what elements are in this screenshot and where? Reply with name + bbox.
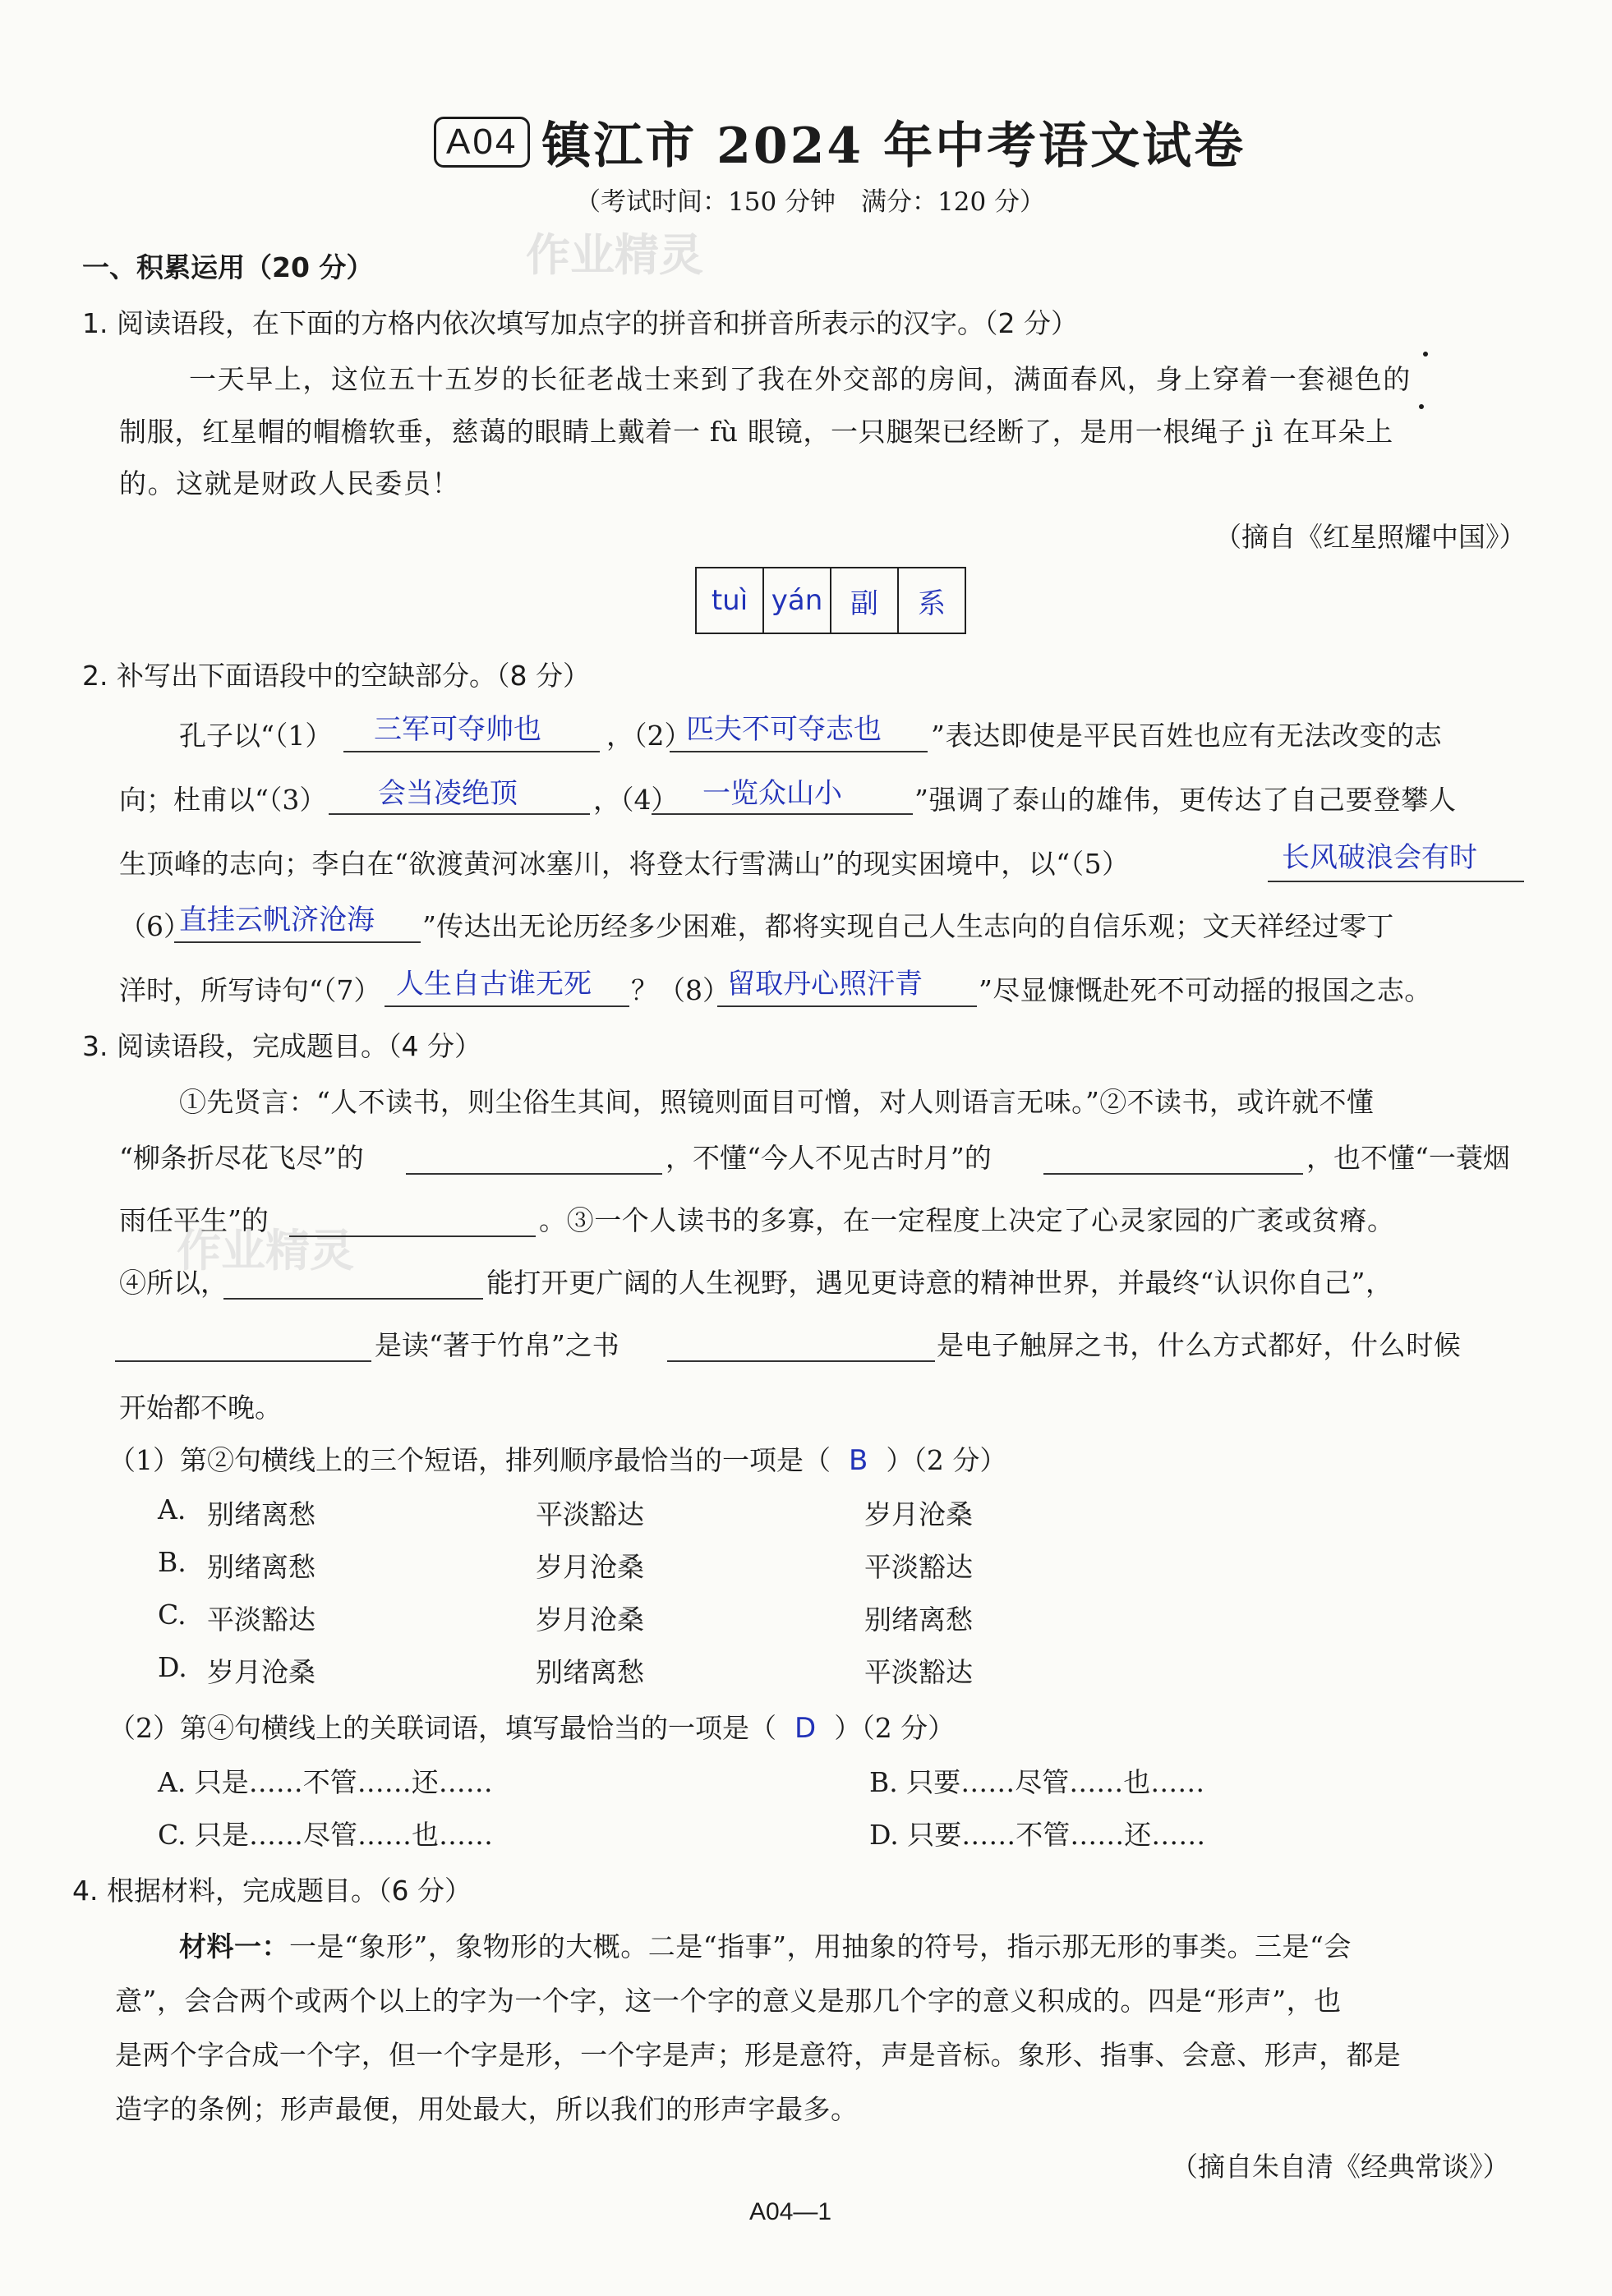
option-item: 别绪离愁 [864,1604,973,1636]
q1-source: （摘自《红星照耀中国》） [1214,521,1527,553]
blank-line[interactable] [1043,1173,1303,1175]
answer-1[interactable]: 三军可夺帅也 [374,713,541,746]
emphasis-dot [1423,352,1428,357]
q4-prompt: 4. 根据材料，完成题目。（6 分） [72,1875,472,1907]
q2-text: ，（4） [593,784,679,816]
blank-line[interactable] [406,1173,662,1175]
blank-line [670,751,928,752]
answer-6[interactable]: 直挂云帆济沧海 [179,904,375,936]
answer-cell-2[interactable]: yán [763,568,831,633]
sub2-answer[interactable]: D [794,1712,817,1745]
blank-line[interactable] [289,1235,536,1237]
option-item: 岁月沧桑 [536,1551,644,1583]
option: A. 只是……不管……还…… [158,1766,493,1798]
q1-line-1: 一天早上，这位五十五岁的长征老战士来到了我在外交部的房间，满面春风，身上穿着一套褪色的 [189,363,1412,395]
q3-text: ，也不懂“一蓑烟 [1306,1142,1510,1174]
q3-text: 雨任平生”的 [119,1204,269,1236]
blank-line [652,813,913,815]
prompt-text: （2）第④句横线上的关联词语，填写最恰当的一项是（ [108,1712,776,1744]
q3-line-1: ①先贤言：“人不读书，则尘俗生其间，照镜则面目可憎，对人则语言无味。”②不读书，或许就不懂 [179,1086,1375,1118]
option-item: 岁月沧桑 [536,1604,644,1636]
q2-text: ”传达出无论历经多少困难，都将实现自己人生志向的自信乐观；文天祥经过零丁 [422,910,1394,942]
exam-subtitle: （考试时间：150 分钟 满分：120 分） [575,187,1046,217]
q1-prompt: 1. 阅读语段，在下面的方格内依次填写加点字的拼音和拼音所表示的汉字。（2 分） [82,307,1078,339]
answer-3[interactable]: 会当凌绝顶 [378,777,518,810]
answer-cell-4[interactable]: 系 [898,568,965,633]
blank-line[interactable] [115,1360,371,1362]
answer-7[interactable]: 人生自古谁无死 [396,968,592,1001]
option-item: 别绪离愁 [536,1656,644,1688]
material-label: 材料一： [179,1930,289,1962]
q3-text: ④所以， [119,1267,228,1299]
blank-line [1268,881,1524,882]
q2-text: ，（2） [606,720,692,752]
q4-line-2: 意”，会合两个或两个以上的字为一个字，这一个字的意义是那几个字的意义积成的。四是“形声”，也 [115,1985,1342,2017]
answer-5[interactable]: 长风破浪会有时 [1282,841,1477,874]
q2-text: ”尽显慷慨赴死不可动摇的报国之志。 [979,974,1432,1006]
option-item: 别绪离愁 [207,1498,315,1530]
blank-line [329,813,590,815]
option: C. 只是……尽管……也…… [158,1819,494,1851]
option-item: 平淡豁达 [536,1498,644,1530]
q4-line-3: 是两个字合成一个字，但一个字是形，一个字是声；形是意符，声是音标。象形、指事、会意、形声，都是 [115,2039,1402,2071]
blank-line[interactable] [667,1360,935,1362]
blank-line[interactable] [223,1298,483,1300]
q2-prompt: 2. 补写出下面语段中的空缺部分。（8 分） [82,660,590,692]
q2-text: 孔子以“（1） [179,720,333,752]
q2-text: 洋时，所写诗句“（7） [119,974,381,1006]
blank-line [717,1005,977,1007]
q2-text: 生顶峰的志向；李白在“欲渡黄河冰塞川，将登太行雪满山”的现实困境中，以“（5） [119,848,1130,880]
exam-title [434,107,1246,177]
option-label: D. [158,1651,187,1683]
paper-code-badge: A04 [434,117,530,168]
q2-text: ？（8） [631,974,730,1006]
q4-line-4: 造字的条例；形声最便，用处最大，所以我们的形声字最多。 [115,2093,859,2125]
prompt-text: ）（2 分） [834,1712,956,1744]
option-item: 平淡豁达 [864,1551,973,1583]
q2-text: ”强调了泰山的雄伟，更传达了自己要登攀人 [914,784,1457,816]
option-label: B. [158,1546,187,1578]
blank-line [343,751,600,752]
option-item: 别绪离愁 [207,1551,315,1583]
option-label: C. [158,1599,187,1631]
q1-line-3: 的。这就是财政人民委员！ [119,467,461,499]
section-heading: 一、积累运用（20 分） [82,251,374,283]
q3-text: “柳条折尽花飞尽”的 [119,1142,364,1174]
q1-line-2: 制服，红星帽的帽檐软垂，慈蔼的眼睛上戴着一 fù 眼镜，一只腿架已经断了，是用一根绳子 jì 在耳朵上 [119,416,1393,448]
q3-line-6: 开始都不晚。 [119,1392,282,1424]
option-item: 平淡豁达 [207,1604,315,1636]
blank-line [174,941,421,943]
q3-sub2-prompt [108,1707,955,1746]
watermark-top: 作业精灵 [526,229,703,281]
answer-cell-1[interactable]: tuì [696,568,763,633]
page-number: A04—1 [749,2198,832,2225]
q3-text: 能打开更广阔的人生视野，遇见更诗意的精神世界，并最终“认识你自己”， [486,1267,1393,1299]
emphasis-dot [1419,404,1424,409]
q3-prompt: 3. 阅读语段，完成题目。（4 分） [82,1030,481,1062]
answer-4[interactable]: 一览众山小 [702,777,842,810]
option-item: 平淡豁达 [864,1656,973,1688]
q2-text: 向；杜甫以“（3） [119,784,327,816]
title-text: 镇江市 2024 年中考语文试卷 [541,117,1246,175]
q4-source: （摘自朱自清《经典常谈》） [1171,2151,1510,2183]
q3-text: 是电子触屏之书，什么方式都好，什么时候 [937,1329,1462,1361]
answer-2[interactable]: 匹夫不可夺志也 [686,713,882,746]
q3-sub1-prompt [108,1439,1006,1478]
q4-line-1 [179,1926,1352,1964]
option-label: A. [158,1493,187,1525]
answer-cell-3[interactable]: 副 [831,568,898,633]
q1-answer-grid [695,567,966,634]
sub1-answer[interactable]: B [849,1444,868,1477]
prompt-text: （1）第②句横线上的三个短语，排列顺序最恰当的一项是（ [108,1444,831,1476]
option-item: 岁月沧桑 [864,1498,973,1530]
q3-text: 。③一个人读书的多寡，在一定程度上决定了心灵家园的广袤或贫瘠。 [539,1204,1395,1236]
q2-text: ”表达即使是平民百姓也应有无法改变的志 [931,720,1443,752]
answer-8[interactable]: 留取丹心照汗青 [727,968,923,1001]
watermark-middle: 作业精灵 [177,1225,354,1277]
q2-text: （6） [119,910,191,942]
blank-line [385,1005,629,1007]
option: D. 只要……不管……还…… [869,1819,1206,1851]
q3-text: 是读“著于竹帛”之书 [375,1329,619,1361]
q3-text: ，不懂“今人不见古时月”的 [666,1142,992,1174]
option-item: 岁月沧桑 [207,1656,315,1688]
material-text: 一是“象形”，象物形的大概。二是“指事”，用抽象的符号，指示那无形的事类。三是“会 [289,1930,1352,1962]
prompt-text: ）（2 分） [886,1444,1007,1476]
option: B. 只要……尽管……也…… [869,1766,1205,1798]
